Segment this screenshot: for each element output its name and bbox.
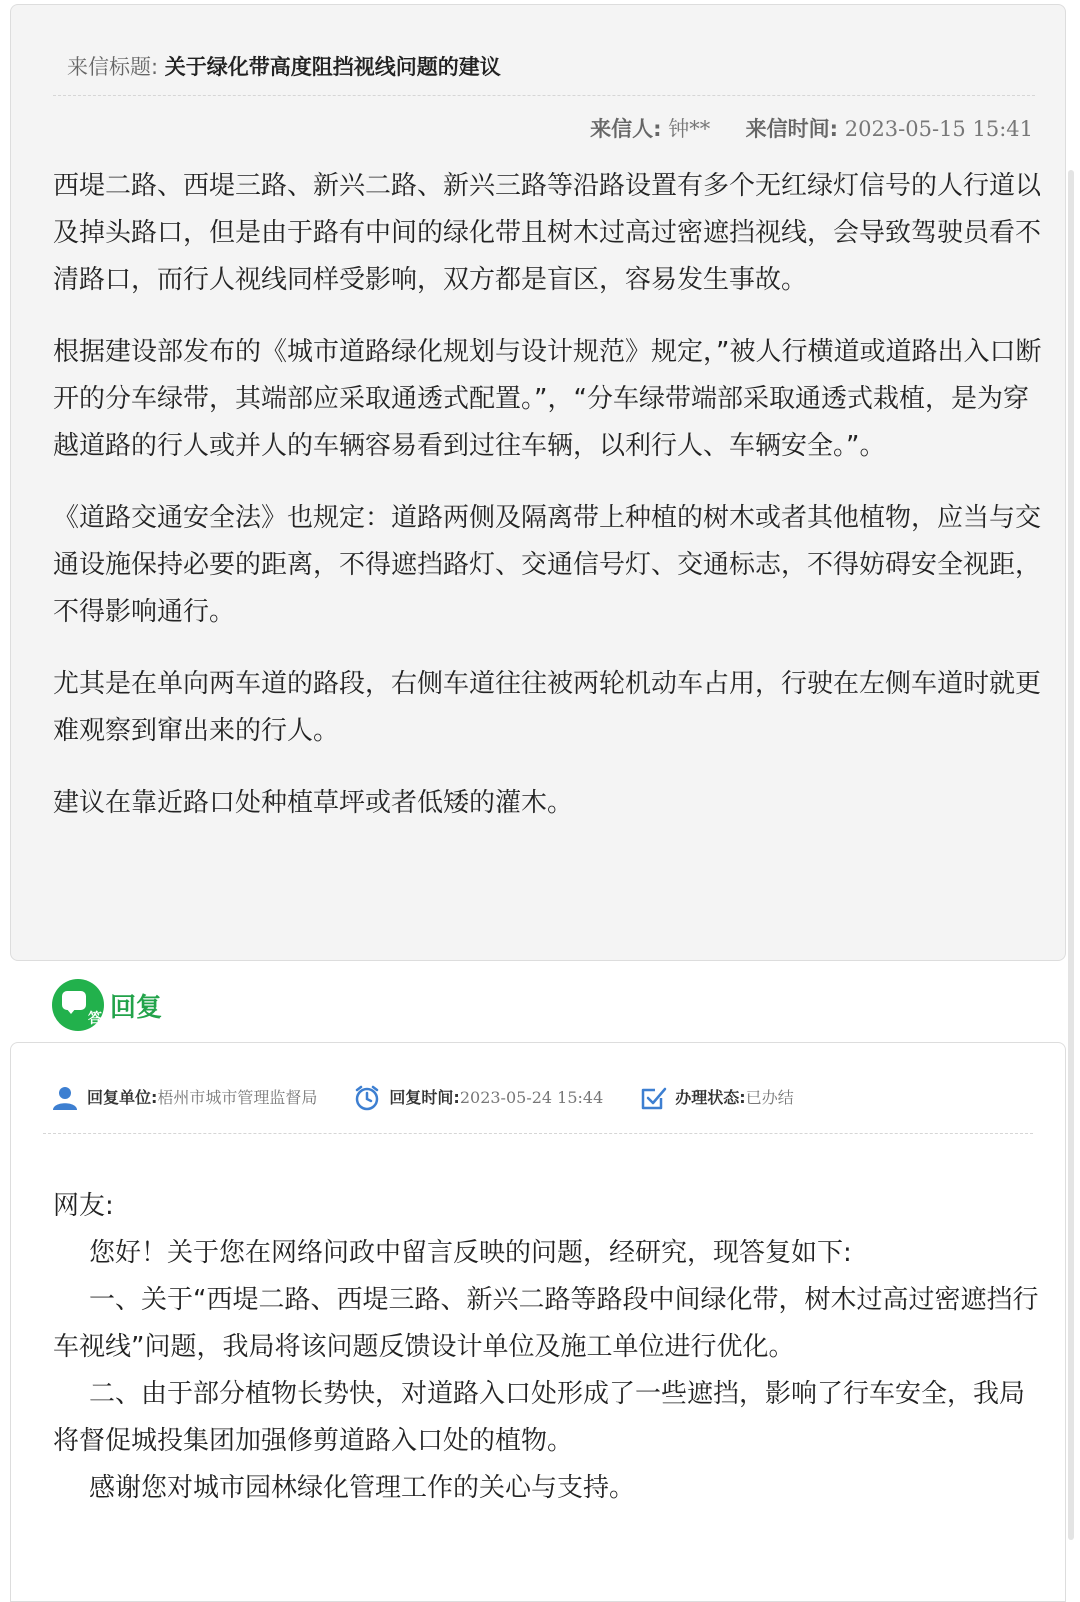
sender-value: 钟** [668, 117, 711, 141]
reply-time [353, 1083, 603, 1113]
reply-time-value: 2023-05-24 15:44 [459, 1088, 604, 1107]
reply-heading-label: 回复 [110, 992, 163, 1023]
reply-status-label: 办理状态: [675, 1088, 746, 1107]
letter-title-label: 来信标题: [67, 55, 159, 79]
reply-body [53, 1183, 1043, 1512]
letter-paragraph: 西堤二路、西堤三路、新兴二路、新兴三路等沿路设置有多个无红绿灯信号的人行道以及掉头路口，但是由于路有中间的绿化带且树木过高过密遮挡视线，会导致驾驶员看不清路口，而行人视线同样受影响，双方都是盲区，容易发生事故。 [53, 171, 1042, 295]
reply-paragraph: 二、由于部分植物长势快，对道路入口处形成了一些遮挡，影响了行车安全，我局将督促城投集团加强修剪道路入口处的植物。 [53, 1379, 1026, 1456]
reply-icon-text: 答 [88, 1011, 102, 1027]
letter-title: 关于绿化带高度阻挡视线问题的建议 [164, 55, 501, 79]
reply-meta [51, 1083, 830, 1113]
reply-unit-label: 回复单位: [87, 1088, 158, 1107]
reply-status [639, 1083, 793, 1113]
letter-meta [590, 113, 1033, 145]
divider [53, 95, 1035, 96]
divider [43, 1133, 1033, 1134]
reply-status-value: 已办结 [745, 1088, 794, 1107]
letter-paragraph: 建议在靠近路口处种植草坪或者低矮的灌木。 [53, 788, 574, 818]
letter-time-value: 2023-05-15 15:41 [844, 117, 1033, 141]
reply-paragraph: 感谢您对城市园林绿化管理工作的关心与支持。 [89, 1473, 636, 1503]
reply-card [10, 1042, 1066, 1602]
reply-paragraph: 您好！关于您在网络问政中留言反映的问题，经研究，现答复如下: [89, 1238, 852, 1268]
scrollbar[interactable] [1068, 170, 1074, 1540]
reply-greeting: 网友: [53, 1191, 114, 1221]
reply-time-label: 回复时间: [389, 1088, 460, 1107]
letter-title-row [67, 51, 501, 83]
reply-chat-icon [52, 979, 104, 1031]
letter-body [53, 163, 1043, 852]
clock-icon [353, 1084, 381, 1112]
letter-time-label: 来信时间: [745, 117, 839, 141]
reply-unit-value: 梧州市城市管理监督局 [157, 1088, 318, 1107]
letter-paragraph: 《道路交通安全法》也规定：道路两侧及隔离带上种植的树木或者其他植物，应当与交通设施保持必要的距离，不得遮挡路灯、交通信号灯、交通标志，不得妨碍安全视距，不得影响通行。 [53, 503, 1042, 627]
reply-unit [51, 1083, 317, 1113]
reply-paragraph: 一、关于“西堤二路、西堤三路、新兴二路等路段中间绿化带，树木过高过密遮挡行车视线”问题，我局将该问题反馈设计单位及施工单位进行优化。 [53, 1285, 1039, 1362]
check-square-icon [639, 1084, 667, 1112]
letter-paragraph: 尤其是在单向两车道的路段，右侧车道往往被两轮机动车占用，行驶在左侧车道时就更难观察到窜出来的行人。 [53, 669, 1042, 746]
letter-card [10, 4, 1066, 961]
letter-paragraph: 根据建设部发布的《城市道路绿化规划与设计规范》规定，”被人行横道或道路出入口断开的分车绿带，其端部应采取通透式配置。”，“分车绿带端部采取通透式栽植，是为穿越道路的行人或并人的车辆容易看到过往车辆，以利行人、车辆安全。”。 [53, 337, 1042, 461]
user-icon [51, 1084, 79, 1112]
reply-heading [52, 979, 162, 1031]
sender-label: 来信人: [590, 117, 662, 141]
